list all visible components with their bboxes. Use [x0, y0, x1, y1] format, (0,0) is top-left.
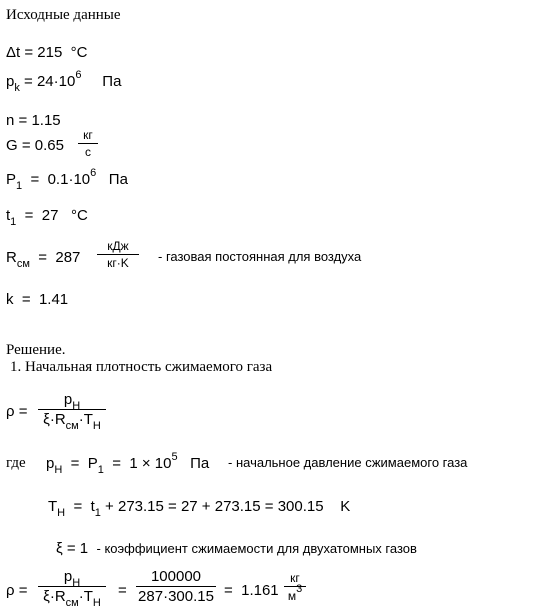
- rho-calc-eq-1: =: [118, 582, 127, 599]
- n-line: n = 1.15: [6, 112, 61, 129]
- ph-definition: $p_H = P_1 = 1 \times 10^5$ Па: [46, 451, 210, 476]
- xi-line: ξ = 1 - коэффициент сжимаемости для двухатомных газов: [56, 540, 417, 557]
- g-unit: кг с: [78, 129, 98, 158]
- r-note: - газовая постоянная для воздуха: [158, 249, 362, 264]
- p1-line: $P_1 = 0.1\cdot 10^6$ Па: [6, 167, 128, 192]
- r-unit: кДж кг·K: [97, 240, 139, 269]
- heading: Исходные данные: [6, 7, 121, 23]
- rho-lhs: ρ =: [6, 403, 28, 420]
- r-line: $R_{см} = 287$: [6, 249, 81, 270]
- solution-heading: Решение.: [6, 342, 66, 358]
- where-label: где: [6, 455, 26, 471]
- step-1-heading: 1. Начальная плотность сжимаемого газа: [10, 359, 273, 375]
- th-line: $T_H = t_1 + 273.15 = 27 + 273.15 = 300.15$ K: [48, 498, 351, 519]
- ph-note: - начальное давление сжимаемого газа: [228, 455, 468, 470]
- rho-calc-unit: кг $м^3$: [284, 572, 306, 602]
- t1-line: $t_1 = 27$ °С: [6, 207, 88, 228]
- rho-calc-fraction-1: $p_H$ $\xi\cdot R_{см}\cdot T_H$: [38, 569, 106, 604]
- rho-fraction: $p_H$ $\xi\cdot R_{см}\cdot T_H$: [38, 392, 106, 427]
- rho-calc-lhs: ρ =: [6, 582, 28, 599]
- rho-calc-result: = 1.161: [224, 582, 279, 599]
- rho-calc-fraction-2: 100000 287·300.15: [136, 569, 216, 604]
- delta-t-line: Δt = 215 °С: [6, 44, 88, 61]
- g-line: G = 0.65: [6, 137, 64, 154]
- pk-line: $p_k = 24\cdot 10^6$ Па: [6, 69, 122, 94]
- k-line: k = 1.41: [6, 291, 69, 308]
